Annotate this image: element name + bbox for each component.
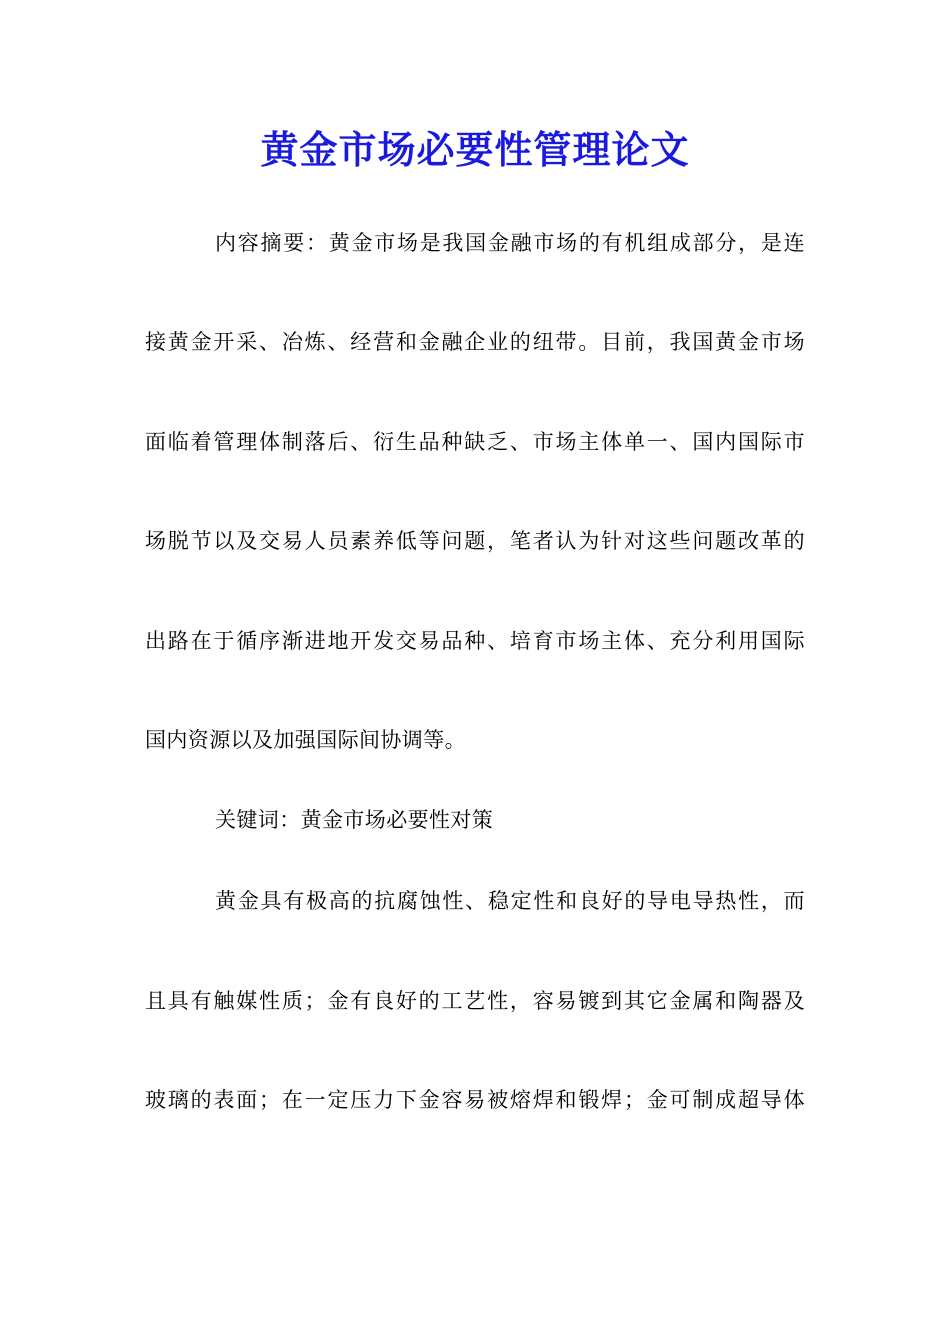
body-line-1: 黄金具有极高的抗腐蚀性、稳定性和良好的导电导热性，而 (215, 889, 805, 913)
abstract-line-6: 国内资源以及加强国际间协调等。 (145, 728, 466, 752)
abstract-line-5: 出路在于循序渐进地开发交易品种、培育市场主体、充分利用国际 (145, 629, 805, 653)
abstract-line-3: 面临着管理体制落后、衍生品种缺乏、市场主体单一、国内国际市 (145, 430, 805, 454)
body-line-2: 且具有触媒性质；金有良好的工艺性，容易镀到其它金属和陶器及 (145, 989, 805, 1013)
body-line-3: 玻璃的表面；在一定压力下金容易被熔焊和锻焊；金可制成超导体 (145, 1088, 805, 1112)
keywords-line: 关键词：黄金市场必要性对策 (215, 808, 494, 832)
abstract-line-4: 场脱节以及交易人员素养低等问题，笔者认为针对这些问题改革的 (145, 529, 805, 553)
abstract-line-2: 接黄金开采、冶炼、经营和金融企业的纽带。目前，我国黄金市场 (145, 330, 805, 354)
abstract-line-1: 内容摘要：黄金市场是我国金融市场的有机组成部分，是连 (215, 231, 805, 255)
document-title: 黄金市场必要性管理论文 (260, 127, 690, 172)
